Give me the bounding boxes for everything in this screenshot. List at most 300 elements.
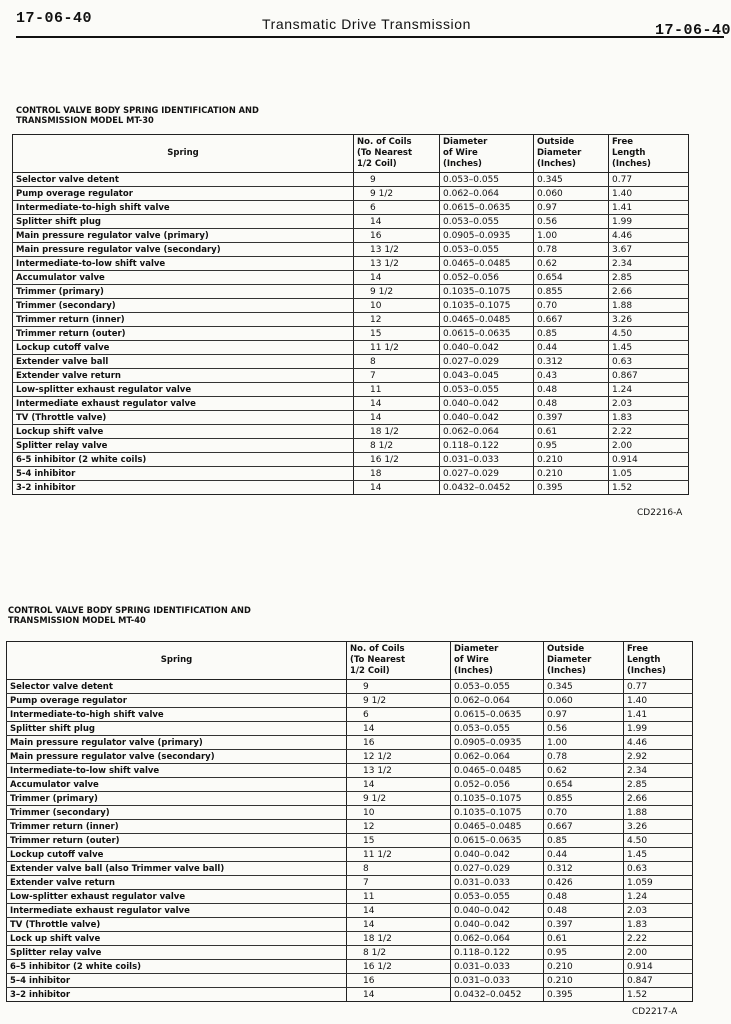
spring-name-cell: Lockup cutoff valve	[13, 341, 354, 355]
page-number-left: 17-06-40	[16, 10, 93, 27]
wire-diameter-cell: 0.052–0.056	[451, 778, 544, 792]
free-length-cell: 0.77	[624, 680, 693, 694]
spring-name-cell: Pump overage regulator	[13, 187, 354, 201]
wire-diameter-cell: 0.062–0.064	[451, 694, 544, 708]
col-header-line: Outside	[537, 137, 575, 147]
spring-name-cell: Trimmer return (outer)	[7, 834, 347, 848]
spring-name-cell: Trimmer (primary)	[7, 792, 347, 806]
col-header-line: Length	[627, 655, 661, 665]
wire-diameter-cell: 0.031–0.033	[451, 960, 544, 974]
spring-name-cell: Main pressure regulator valve (primary)	[13, 229, 354, 243]
wire-diameter-cell: 0.0615–0.0635	[451, 834, 544, 848]
wire-diameter-cell: 0.040–0.042	[451, 848, 544, 862]
spring-name-cell: Intermediate-to-low shift valve	[13, 257, 354, 271]
table-row	[13, 173, 689, 187]
outside-diameter-cell: 0.85	[534, 327, 609, 341]
outside-diameter-cell: 0.855	[534, 285, 609, 299]
coil-count-cell: 11	[347, 890, 451, 904]
outside-diameter-cell: 0.48	[544, 890, 624, 904]
coil-count-cell: 15	[347, 834, 451, 848]
outside-diameter-cell: 0.654	[534, 271, 609, 285]
free-length-cell: 3.26	[609, 313, 689, 327]
free-length-cell: 2.85	[609, 271, 689, 285]
table-row	[13, 411, 689, 425]
table-row	[7, 736, 693, 750]
coil-count-cell: 6	[354, 201, 440, 215]
free-length-cell: 2.66	[609, 285, 689, 299]
coil-count-cell: 13 1/2	[354, 257, 440, 271]
wire-diameter-cell: 0.031–0.033	[440, 453, 534, 467]
outside-diameter-cell: 0.426	[544, 876, 624, 890]
free-length-cell: 2.00	[609, 439, 689, 453]
spring-name-cell: Splitter relay valve	[13, 439, 354, 453]
table-title-line: CONTROL VALVE BODY SPRING IDENTIFICATION AND	[8, 606, 251, 616]
spring-name-cell: Lockup shift valve	[13, 425, 354, 439]
table-row	[7, 918, 693, 932]
coil-count-cell: 11	[354, 383, 440, 397]
free-length-cell: 0.847	[624, 974, 693, 988]
col-header-outside-diameter	[534, 135, 609, 173]
free-length-cell: 1.83	[609, 411, 689, 425]
table-row	[13, 313, 689, 327]
table-row	[7, 694, 693, 708]
col-header-line: Diameter	[443, 137, 488, 147]
free-length-cell: 1.24	[609, 383, 689, 397]
outside-diameter-cell: 0.345	[544, 680, 624, 694]
free-length-cell: 1.40	[624, 694, 693, 708]
wire-diameter-cell: 0.1035–0.1075	[440, 299, 534, 313]
outside-diameter-cell: 0.61	[544, 932, 624, 946]
outside-diameter-cell: 0.44	[544, 848, 624, 862]
coil-count-cell: 12	[347, 820, 451, 834]
table-row	[7, 946, 693, 960]
col-header-line: 1/2 Coil)	[357, 159, 397, 169]
table-row	[13, 271, 689, 285]
free-length-cell: 4.46	[609, 229, 689, 243]
free-length-cell: 4.50	[609, 327, 689, 341]
wire-diameter-cell: 0.0465–0.0485	[440, 313, 534, 327]
col-header-wire-diameter	[440, 135, 534, 173]
coil-count-cell: 9 1/2	[347, 792, 451, 806]
outside-diameter-cell: 0.210	[544, 960, 624, 974]
spring-name-cell: Intermediate-to-low shift valve	[7, 764, 347, 778]
spring-table-section-mt40	[8, 606, 272, 626]
wire-diameter-cell: 0.062–0.064	[440, 187, 534, 201]
free-length-cell: 1.24	[624, 890, 693, 904]
coil-count-cell: 12 1/2	[347, 750, 451, 764]
outside-diameter-cell: 0.56	[534, 215, 609, 229]
spring-table-mt40-wrap	[6, 641, 693, 1002]
table-row	[7, 806, 693, 820]
col-header-spring: Spring	[13, 135, 354, 173]
table-row	[13, 425, 689, 439]
outside-diameter-cell: 0.654	[544, 778, 624, 792]
table-row	[7, 988, 693, 1002]
free-length-cell: 1.99	[624, 722, 693, 736]
table-row	[13, 299, 689, 313]
coil-count-cell: 13 1/2	[354, 243, 440, 257]
spring-name-cell: Trimmer (primary)	[13, 285, 354, 299]
spring-name-cell: 5–4 inhibitor	[7, 974, 347, 988]
wire-diameter-cell: 0.027–0.029	[451, 862, 544, 876]
outside-diameter-cell: 0.395	[544, 988, 624, 1002]
outside-diameter-cell: 0.060	[534, 187, 609, 201]
wire-diameter-cell: 0.053–0.055	[440, 173, 534, 187]
col-header-line: (Inches)	[443, 159, 482, 169]
coil-count-cell: 16	[354, 229, 440, 243]
spring-name-cell: Extender valve return	[13, 369, 354, 383]
free-length-cell: 1.52	[609, 481, 689, 495]
outside-diameter-cell: 0.397	[544, 918, 624, 932]
col-header-coils	[354, 135, 440, 173]
spring-name-cell: 5-4 inhibitor	[13, 467, 354, 481]
outside-diameter-cell: 0.345	[534, 173, 609, 187]
free-length-cell: 1.40	[609, 187, 689, 201]
table-row	[7, 778, 693, 792]
col-header-line: No. of Coils	[357, 137, 412, 147]
coil-count-cell: 16 1/2	[347, 960, 451, 974]
col-header-line: of Wire	[454, 655, 489, 665]
spring-name-cell: Extender valve return	[7, 876, 347, 890]
spring-name-cell: Lock up shift valve	[7, 932, 347, 946]
table-row	[13, 355, 689, 369]
spring-name-cell: Intermediate exhaust regulator valve	[7, 904, 347, 918]
spring-name-cell: Intermediate exhaust regulator valve	[13, 397, 354, 411]
spring-name-cell: Selector valve detent	[13, 173, 354, 187]
wire-diameter-cell: 0.027–0.029	[440, 355, 534, 369]
free-length-cell: 0.77	[609, 173, 689, 187]
spring-name-cell: 6-5 inhibitor (2 white coils)	[13, 453, 354, 467]
outside-diameter-cell: 0.95	[534, 439, 609, 453]
table-row	[13, 369, 689, 383]
wire-diameter-cell: 0.053–0.055	[451, 680, 544, 694]
free-length-cell: 2.03	[624, 904, 693, 918]
outside-diameter-cell: 0.78	[544, 750, 624, 764]
coil-count-cell: 9	[354, 173, 440, 187]
table-row	[13, 341, 689, 355]
wire-diameter-cell: 0.0432–0.0452	[440, 481, 534, 495]
col-header-coils	[347, 642, 451, 680]
free-length-cell: 1.41	[624, 708, 693, 722]
wire-diameter-cell: 0.053–0.055	[440, 243, 534, 257]
free-length-cell: 1.45	[609, 341, 689, 355]
outside-diameter-cell: 0.48	[534, 397, 609, 411]
wire-diameter-cell: 0.1035–0.1075	[451, 806, 544, 820]
outside-diameter-cell: 0.44	[534, 341, 609, 355]
wire-diameter-cell: 0.053–0.055	[440, 383, 534, 397]
wire-diameter-cell: 0.0615–0.0635	[440, 327, 534, 341]
col-header-line: (Inches)	[454, 666, 493, 676]
spring-name-cell: Low-splitter exhaust regulator valve	[13, 383, 354, 397]
wire-diameter-cell: 0.053–0.055	[451, 890, 544, 904]
outside-diameter-cell: 0.95	[544, 946, 624, 960]
coil-count-cell: 8	[347, 862, 451, 876]
free-length-cell: 0.914	[624, 960, 693, 974]
col-header-free-length	[609, 135, 689, 173]
table-row	[7, 904, 693, 918]
spring-name-cell: Splitter relay valve	[7, 946, 347, 960]
coil-count-cell: 14	[347, 988, 451, 1002]
wire-diameter-cell: 0.031–0.033	[451, 876, 544, 890]
coil-count-cell: 18 1/2	[347, 932, 451, 946]
free-length-cell: 0.63	[624, 862, 693, 876]
wire-diameter-cell: 0.062–0.064	[440, 425, 534, 439]
table-row	[13, 383, 689, 397]
table-row	[13, 215, 689, 229]
table-row	[13, 285, 689, 299]
col-header-line: (Inches)	[537, 159, 576, 169]
outside-diameter-cell: 0.61	[534, 425, 609, 439]
coil-count-cell: 18 1/2	[354, 425, 440, 439]
coil-count-cell: 18	[354, 467, 440, 481]
outside-diameter-cell: 0.62	[544, 764, 624, 778]
free-length-cell: 1.83	[624, 918, 693, 932]
table-header-row	[7, 642, 693, 680]
table-title	[16, 106, 259, 126]
outside-diameter-cell: 0.43	[534, 369, 609, 383]
outside-diameter-cell: 0.855	[544, 792, 624, 806]
free-length-cell: 0.867	[609, 369, 689, 383]
outside-diameter-cell: 0.78	[534, 243, 609, 257]
free-length-cell: 0.914	[609, 453, 689, 467]
outside-diameter-cell: 0.97	[534, 201, 609, 215]
free-length-cell: 2.66	[624, 792, 693, 806]
col-header-outside-diameter	[544, 642, 624, 680]
free-length-cell: 2.34	[624, 764, 693, 778]
spring-name-cell: Pump overage regulator	[7, 694, 347, 708]
outside-diameter-cell: 1.00	[534, 229, 609, 243]
col-header-line: Outside	[547, 644, 585, 654]
wire-diameter-cell: 0.0432–0.0452	[451, 988, 544, 1002]
coil-count-cell: 14	[354, 271, 440, 285]
spring-name-cell: Trimmer (secondary)	[7, 806, 347, 820]
table-row	[13, 453, 689, 467]
wire-diameter-cell: 0.040–0.042	[440, 397, 534, 411]
wire-diameter-cell: 0.053–0.055	[440, 215, 534, 229]
table-row	[13, 327, 689, 341]
outside-diameter-cell: 0.395	[534, 481, 609, 495]
col-header-line: 1/2 Coil)	[350, 666, 390, 676]
table-row	[13, 243, 689, 257]
spring-name-cell: Selector valve detent	[7, 680, 347, 694]
free-length-cell: 3.67	[609, 243, 689, 257]
wire-diameter-cell: 0.040–0.042	[451, 918, 544, 932]
spring-name-cell: Intermediate-to-high shift valve	[7, 708, 347, 722]
header-rule	[16, 36, 724, 38]
col-header-line: Diameter	[537, 148, 582, 158]
wire-diameter-cell: 0.052–0.056	[440, 271, 534, 285]
col-header-free-length	[624, 642, 693, 680]
spring-name-cell: TV (Throttle valve)	[7, 918, 347, 932]
coil-count-cell: 8 1/2	[354, 439, 440, 453]
free-length-cell: 1.88	[609, 299, 689, 313]
outside-diameter-cell: 0.312	[544, 862, 624, 876]
coil-count-cell: 14	[347, 918, 451, 932]
col-header-line: Diameter	[454, 644, 499, 654]
free-length-cell: 1.41	[609, 201, 689, 215]
coil-count-cell: 8 1/2	[347, 946, 451, 960]
page-header-title: Transmatic Drive Transmission	[262, 16, 472, 32]
table-row	[7, 792, 693, 806]
wire-diameter-cell: 0.040–0.042	[440, 341, 534, 355]
outside-diameter-cell: 0.210	[534, 467, 609, 481]
spring-name-cell: 3–2 inhibitor	[7, 988, 347, 1002]
spring-name-cell: Extender valve ball (also Trimmer valve ball)	[7, 862, 347, 876]
wire-diameter-cell: 0.0465–0.0485	[451, 820, 544, 834]
wire-diameter-cell: 0.0615–0.0635	[451, 708, 544, 722]
outside-diameter-cell: 0.210	[544, 974, 624, 988]
spring-name-cell: Accumulator valve	[7, 778, 347, 792]
coil-count-cell: 7	[354, 369, 440, 383]
wire-diameter-cell: 0.118–0.122	[440, 439, 534, 453]
wire-diameter-cell: 0.0465–0.0485	[451, 764, 544, 778]
coil-count-cell: 14	[354, 481, 440, 495]
spring-table-mt30-wrap	[12, 134, 689, 495]
spring-name-cell: 3-2 inhibitor	[13, 481, 354, 495]
coil-count-cell: 14	[347, 722, 451, 736]
table-body	[7, 680, 693, 1002]
wire-diameter-cell: 0.118–0.122	[451, 946, 544, 960]
free-length-cell: 2.22	[624, 932, 693, 946]
coil-count-cell: 14	[354, 411, 440, 425]
table-row	[7, 960, 693, 974]
coil-count-cell: 14	[354, 215, 440, 229]
coil-count-cell: 15	[354, 327, 440, 341]
table-row	[7, 722, 693, 736]
table-row	[13, 257, 689, 271]
free-length-cell: 1.059	[624, 876, 693, 890]
coil-count-cell: 8	[354, 355, 440, 369]
table-title	[8, 606, 251, 626]
table-row	[13, 187, 689, 201]
col-header-line: of Wire	[443, 148, 478, 158]
table-header-row	[13, 135, 689, 173]
spring-name-cell: Main pressure regulator valve (primary)	[7, 736, 347, 750]
wire-diameter-cell: 0.0465–0.0485	[440, 257, 534, 271]
outside-diameter-cell: 0.48	[544, 904, 624, 918]
spring-table-section-mt30	[16, 106, 280, 126]
coil-count-cell: 9 1/2	[347, 694, 451, 708]
table-row	[7, 680, 693, 694]
table-row	[7, 862, 693, 876]
coil-count-cell: 10	[354, 299, 440, 313]
free-length-cell: 2.34	[609, 257, 689, 271]
free-length-cell: 1.99	[609, 215, 689, 229]
table-row	[7, 876, 693, 890]
wire-diameter-cell: 0.0905–0.0935	[451, 736, 544, 750]
free-length-cell: 2.00	[624, 946, 693, 960]
free-length-cell: 1.52	[624, 988, 693, 1002]
spring-name-cell: TV (Throttle valve)	[13, 411, 354, 425]
table-title-line: TRANSMISSION MODEL MT-40	[8, 616, 146, 626]
col-header-line: Free	[612, 137, 633, 147]
table-row	[13, 467, 689, 481]
spring-name-cell: Lockup cutoff valve	[7, 848, 347, 862]
coil-count-cell: 9	[347, 680, 451, 694]
coil-count-cell: 16	[347, 736, 451, 750]
outside-diameter-cell: 0.210	[534, 453, 609, 467]
spring-name-cell: Main pressure regulator valve (secondary)	[7, 750, 347, 764]
table-row	[7, 708, 693, 722]
outside-diameter-cell: 0.48	[534, 383, 609, 397]
col-header-line: (Inches)	[547, 666, 586, 676]
table-row	[13, 397, 689, 411]
col-header-line: No. of Coils	[350, 644, 405, 654]
col-header-wire-diameter	[451, 642, 544, 680]
wire-diameter-cell: 0.1035–0.1075	[451, 792, 544, 806]
coil-count-cell: 9 1/2	[354, 285, 440, 299]
col-header-line: (To Nearest	[350, 655, 406, 665]
spring-table-mt30	[12, 134, 689, 495]
spring-name-cell: Low-splitter exhaust regulator valve	[7, 890, 347, 904]
outside-diameter-cell: 0.70	[544, 806, 624, 820]
outside-diameter-cell: 0.060	[544, 694, 624, 708]
spring-name-cell: Trimmer return (outer)	[13, 327, 354, 341]
coil-count-cell: 14	[347, 778, 451, 792]
coil-count-cell: 9 1/2	[354, 187, 440, 201]
page-number-right: 17-06-40	[655, 22, 731, 39]
coil-count-cell: 7	[347, 876, 451, 890]
wire-diameter-cell: 0.040–0.042	[440, 411, 534, 425]
coil-count-cell: 6	[347, 708, 451, 722]
spring-name-cell: Splitter shift plug	[7, 722, 347, 736]
outside-diameter-cell: 0.62	[534, 257, 609, 271]
table-title-line: CONTROL VALVE BODY SPRING IDENTIFICATION AND	[16, 106, 259, 116]
free-length-cell: 4.50	[624, 834, 693, 848]
free-length-cell: 2.22	[609, 425, 689, 439]
col-header-line: Free	[627, 644, 648, 654]
table-row	[13, 439, 689, 453]
table-body	[13, 173, 689, 495]
wire-diameter-cell: 0.062–0.064	[451, 750, 544, 764]
spring-name-cell: Trimmer return (inner)	[7, 820, 347, 834]
figure-reference: CD2216-A	[637, 508, 683, 518]
col-header-line: (To Nearest	[357, 148, 413, 158]
wire-diameter-cell: 0.027–0.029	[440, 467, 534, 481]
table-row	[7, 750, 693, 764]
wire-diameter-cell: 0.031–0.033	[451, 974, 544, 988]
spring-name-cell: Trimmer return (inner)	[13, 313, 354, 327]
outside-diameter-cell: 0.667	[534, 313, 609, 327]
col-header-line: (Inches)	[612, 159, 651, 169]
coil-count-cell: 12	[354, 313, 440, 327]
outside-diameter-cell: 0.56	[544, 722, 624, 736]
table-row	[7, 848, 693, 862]
free-length-cell: 1.45	[624, 848, 693, 862]
outside-diameter-cell: 0.70	[534, 299, 609, 313]
spring-name-cell: Extender valve ball	[13, 355, 354, 369]
table-title-line: TRANSMISSION MODEL MT-30	[16, 116, 154, 126]
table-row	[7, 820, 693, 834]
table-row	[7, 974, 693, 988]
outside-diameter-cell: 1.00	[544, 736, 624, 750]
spring-name-cell: Accumulator valve	[13, 271, 354, 285]
table-row	[13, 229, 689, 243]
wire-diameter-cell: 0.053–0.055	[451, 722, 544, 736]
coil-count-cell: 16 1/2	[354, 453, 440, 467]
coil-count-cell: 11 1/2	[347, 848, 451, 862]
outside-diameter-cell: 0.667	[544, 820, 624, 834]
table-row	[13, 201, 689, 215]
free-length-cell: 2.85	[624, 778, 693, 792]
col-header-line: Length	[612, 148, 646, 158]
wire-diameter-cell: 0.1035–0.1075	[440, 285, 534, 299]
free-length-cell: 3.26	[624, 820, 693, 834]
spring-name-cell: Intermediate-to-high shift valve	[13, 201, 354, 215]
free-length-cell: 2.92	[624, 750, 693, 764]
coil-count-cell: 10	[347, 806, 451, 820]
wire-diameter-cell: 0.062–0.064	[451, 932, 544, 946]
